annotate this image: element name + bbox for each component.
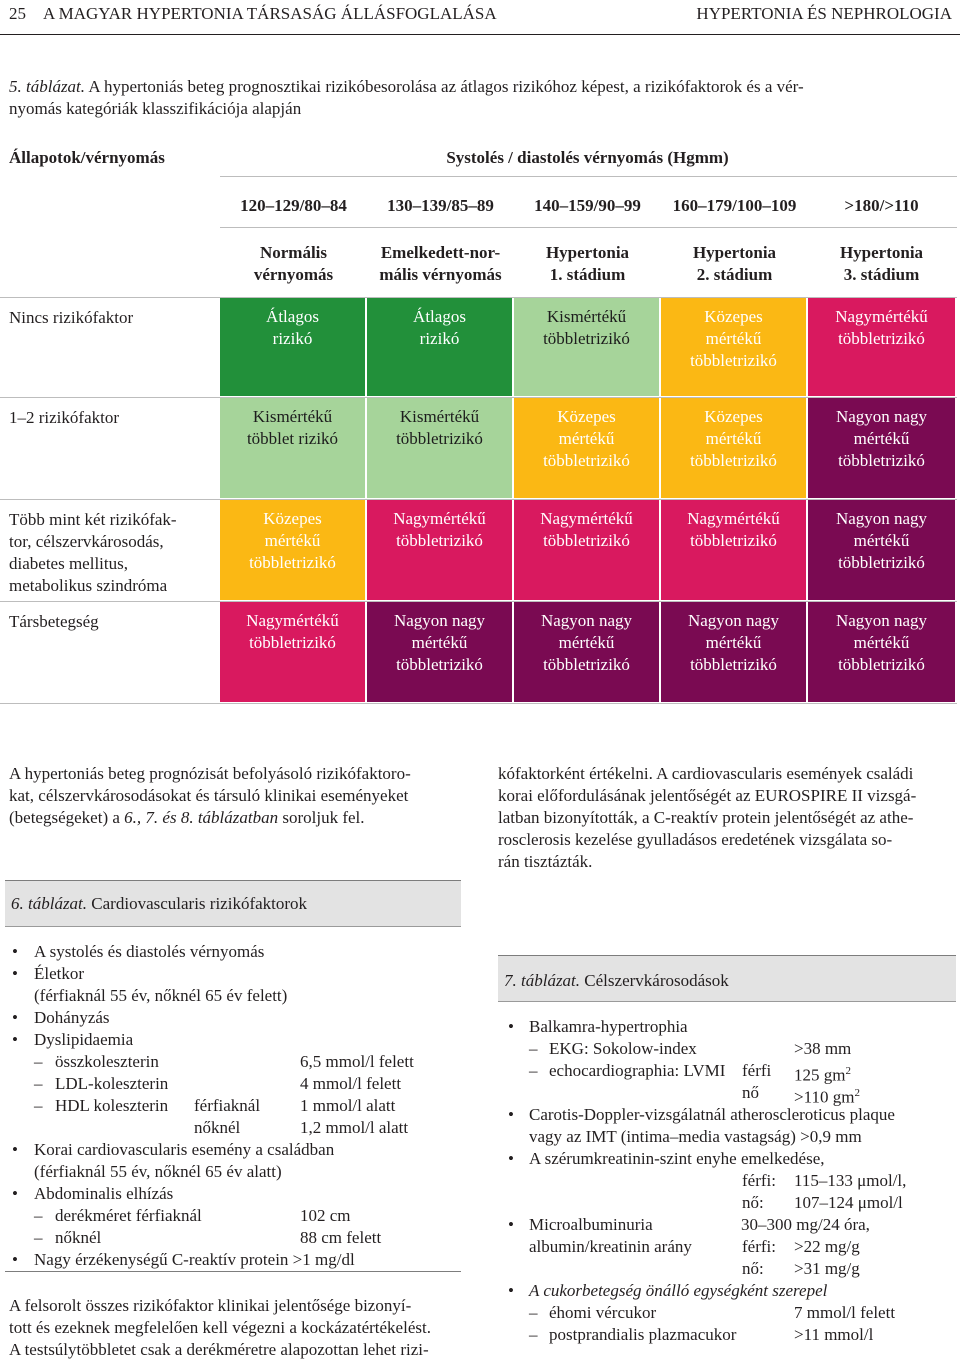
list-bullet: – xyxy=(529,1325,538,1344)
risk-cell-line: mértékű xyxy=(853,429,910,448)
range-header: >180/>110 xyxy=(844,196,919,215)
risk-cell-line: többletrizikó xyxy=(249,633,336,652)
list-text: derékméret férfiaknál xyxy=(55,1206,202,1225)
risk-cell-line: Átlagos xyxy=(266,307,319,326)
category-header xyxy=(661,242,808,286)
risk-cell-line: többletrizikó xyxy=(396,429,483,448)
list-text: Abdominalis elhízás xyxy=(34,1184,174,1203)
risk-cell xyxy=(220,500,365,600)
row-label-line: Több mint két rizikófak- xyxy=(9,510,177,529)
list-value: 88 cm felett xyxy=(300,1228,382,1247)
list-sublabel: férfi xyxy=(742,1061,772,1080)
risk-cell xyxy=(661,398,806,498)
risk-cell-line: többletrizikó xyxy=(690,655,777,674)
corner-header: Állapotok/vérnyomás xyxy=(9,148,165,167)
range-header: 160–179/100–109 xyxy=(672,196,797,215)
list-value: 125 $gm^2$ xyxy=(794,1065,851,1085)
risk-cell xyxy=(367,398,512,498)
list-sublabel: nő: xyxy=(742,1259,764,1278)
risk-cell xyxy=(220,298,365,396)
risk-cell-line: Nagyon nagy xyxy=(835,509,928,528)
list-sublabel: nő xyxy=(742,1083,759,1102)
category-header xyxy=(808,242,955,286)
risk-cell-line: Nagyon nagy xyxy=(835,611,928,630)
list-bullet: • xyxy=(12,942,18,961)
list-text: EKG: Sokolow-index xyxy=(549,1039,697,1058)
table6-box xyxy=(5,880,461,1272)
row-label xyxy=(9,611,209,633)
list-bullet: • xyxy=(12,1184,18,1203)
risk-cell xyxy=(220,398,365,498)
risk-cell-line: mértékű xyxy=(558,429,615,448)
list-sublabel: nő: xyxy=(742,1193,764,1212)
row-label xyxy=(9,307,209,329)
list-bullet: • xyxy=(12,964,18,983)
risk-cell-line: Nagymértékű xyxy=(835,307,928,326)
list-bullet: – xyxy=(34,1074,43,1093)
journal-title: A MAGYAR HYPERTONIA TÁRSASÁG ÁLLÁSFOGLALÁSA xyxy=(43,4,497,23)
risk-cell xyxy=(808,602,955,702)
list-value: 4 mmol/l felett xyxy=(300,1074,402,1093)
table5-label: 5. táblázat. xyxy=(9,77,86,96)
risk-cell-line: rizikó xyxy=(419,329,460,348)
list-text: albumin/kreatinin arány xyxy=(529,1237,692,1256)
list-text: Balkamra-hypertrophia xyxy=(529,1017,688,1036)
table7-caption xyxy=(498,956,956,1002)
risk-cell xyxy=(808,398,955,498)
risk-cell-line: mértékű xyxy=(411,633,468,652)
category-header xyxy=(514,242,661,286)
category-header xyxy=(220,242,367,286)
row-label-line: 1–2 rizikófaktor xyxy=(9,408,119,427)
risk-cell xyxy=(661,298,806,396)
text-line: A hypertoniás beteg prognózisát befolyásoló rizikófaktoro- xyxy=(9,764,411,783)
risk-cell-line: többletrizikó xyxy=(690,451,777,470)
text-line: korai előfordulásának jelentőségét az EUROSPIRE II vizsgá- xyxy=(498,786,917,805)
list-bullet: – xyxy=(529,1303,538,1322)
table7-label: 7. táblázat. xyxy=(504,971,581,990)
list-sublabel: férfi: xyxy=(742,1171,776,1190)
range-header: 130–139/85–89 xyxy=(387,196,494,215)
table6-label: 6. táblázat. xyxy=(11,894,88,913)
group-header: Systolés / diastolés vérnyomás (Hgmm) xyxy=(446,148,729,167)
table5-caption xyxy=(9,76,949,120)
list-value: 107–124 μmol/l xyxy=(794,1193,903,1212)
list-bullet: – xyxy=(34,1096,43,1115)
risk-cell-line: rizikó xyxy=(272,329,313,348)
row-label xyxy=(9,509,209,597)
risk-cell-line: mértékű xyxy=(853,633,910,652)
risk-cell-line: mértékű xyxy=(853,531,910,550)
list-text: összkoleszterin xyxy=(55,1052,159,1071)
risk-cell xyxy=(661,500,806,600)
risk-cell-line: Nagymértékű xyxy=(540,509,633,528)
range-header: 120–129/80–84 xyxy=(240,196,347,215)
category-line: 1. stádium xyxy=(549,265,626,284)
table-reference: 6., 7. és 8. táblázatban xyxy=(124,808,279,827)
risk-cell xyxy=(367,602,512,702)
risk-cell-line: Közepes xyxy=(557,407,616,426)
header-rule-2 xyxy=(220,227,957,228)
text-line: kat, célszervkárosodásokat és társuló klinikai eseményeket xyxy=(9,786,409,805)
table6-caption xyxy=(5,881,461,927)
category-line: vérnyomás xyxy=(253,265,334,284)
list-sublabel: nőknél xyxy=(194,1118,241,1137)
risk-cell-line: többletrizikó xyxy=(690,531,777,550)
list-bullet: • xyxy=(12,1008,18,1027)
category-line: Emelkedett-nor- xyxy=(380,243,501,262)
risk-cell xyxy=(367,298,512,396)
row-label-line: Társbetegség xyxy=(9,612,99,631)
list-value: 7 mmol/l felett xyxy=(794,1303,896,1322)
list-bullet: – xyxy=(34,1052,43,1071)
list-bullet: • xyxy=(508,1149,514,1168)
list-bullet: • xyxy=(508,1017,514,1036)
risk-cell-line: többletrizikó xyxy=(838,451,925,470)
list-text: Korai cardiovascularis esemény a családban xyxy=(34,1140,335,1159)
text-line: rán tisztázták. xyxy=(498,852,593,871)
list-value: >110 $gm^2$ xyxy=(794,1087,860,1107)
risk-cell-line: többletrizikó xyxy=(249,553,336,572)
risk-cell-line: mértékű xyxy=(705,633,762,652)
risk-cell-line: többletrizikó xyxy=(838,329,925,348)
list-bullet: – xyxy=(529,1039,538,1058)
running-header xyxy=(0,0,960,34)
list-text: (férfiaknál 55 év, nőknél 65 év felett) xyxy=(34,986,288,1005)
risk-cell-line: többletrizikó xyxy=(396,531,483,550)
risk-cell-line: többletrizikó xyxy=(543,655,630,674)
header-rule-1 xyxy=(220,176,957,177)
superscript: 2 xyxy=(845,1065,851,1077)
risk-cell-line: Közepes xyxy=(704,307,763,326)
risk-cell-line: Kismértékű xyxy=(399,407,480,426)
list-value: >31 mg/g xyxy=(794,1259,860,1278)
list-text: éhomi vércukor xyxy=(549,1303,657,1322)
table5-title-line1: A hypertoniás beteg prognosztikai rizikóbesorolása az átlagos rizikóhoz képest, a rizikófaktorok és a vér- xyxy=(85,77,804,96)
list-value: 102 cm xyxy=(300,1206,351,1225)
risk-cell xyxy=(514,398,659,498)
risk-cell-line: mértékű xyxy=(264,531,321,550)
list-bullet: – xyxy=(34,1206,43,1225)
risk-cell-line: Nagyon nagy xyxy=(540,611,633,630)
page-number: 25 xyxy=(9,4,26,23)
list-value: >22 mg/g xyxy=(794,1237,860,1256)
row-label xyxy=(9,407,209,429)
list-text: Dohányzás xyxy=(34,1008,110,1027)
risk-cell xyxy=(514,298,659,396)
risk-cell-line: többletrizikó xyxy=(690,351,777,370)
text-line: kófaktorként értékelni. A cardiovascularis események családi xyxy=(498,764,914,783)
risk-cell-line: mértékű xyxy=(705,429,762,448)
text-line: latban bizonyították, a C-reaktív protein jelentőségét az athe- xyxy=(498,808,914,827)
list-bullet: • xyxy=(12,1030,18,1049)
category-line: Hypertonia xyxy=(545,243,630,262)
text-line: A felsorolt összes rizikófaktor klinikai jelentősége bizonyí- xyxy=(9,1296,412,1315)
risk-cell-line: többletrizikó xyxy=(838,553,925,572)
risk-cell xyxy=(808,298,955,396)
risk-cell-line: többletrizikó xyxy=(543,531,630,550)
list-sublabel: férfiaknál xyxy=(194,1096,261,1115)
risk-cell xyxy=(808,500,955,600)
text-line: (betegségeket) a xyxy=(9,808,125,827)
row-label-line: tor, célszervkárosodás, xyxy=(9,532,164,551)
category-line: mális vérnyomás xyxy=(379,265,502,284)
body-text-left-2 xyxy=(9,1295,461,1361)
list-bullet: • xyxy=(12,1250,18,1269)
list-text: postprandialis plazmacukor xyxy=(549,1325,737,1344)
list-text: A szérumkreatinin-szint enyhe emelkedése, xyxy=(529,1149,825,1168)
list-bullet: • xyxy=(508,1281,514,1300)
table7-box xyxy=(498,955,956,1356)
category-header xyxy=(367,242,514,286)
risk-cell xyxy=(367,500,512,600)
table6-title: Cardiovascularis rizikófaktorok xyxy=(87,894,308,913)
row-rule xyxy=(0,703,957,704)
list-text: echocardiographia: LVMI xyxy=(549,1061,726,1080)
list-bullet: – xyxy=(529,1061,538,1080)
risk-cell-line: Nagymértékű xyxy=(393,509,486,528)
text-line: tott és ezeknek megfelelően kell végezni a kockázatértékelést. xyxy=(9,1318,431,1337)
list-value: >11 mmol/l xyxy=(794,1325,874,1344)
list-text: nőknél xyxy=(55,1228,102,1247)
list-text: vagy az IMT (intima–media vastagság) >0,9 mm xyxy=(529,1127,862,1146)
risk-cell xyxy=(220,602,365,702)
risk-cell-line: Közepes xyxy=(704,407,763,426)
list-bullet: • xyxy=(12,1140,18,1159)
row-label-line: metabolikus szindróma xyxy=(9,576,168,595)
risk-cell xyxy=(514,500,659,600)
list-value: 1,2 mmol/l alatt xyxy=(300,1118,409,1137)
risk-cell-line: Átlagos xyxy=(413,307,466,326)
category-line: Hypertonia xyxy=(692,243,777,262)
risk-cell-line: mértékű xyxy=(705,329,762,348)
range-header: 140–159/90–99 xyxy=(534,196,641,215)
list-sublabel: 30–300 mg/24 óra, xyxy=(741,1215,870,1234)
text-line: soroljuk fel. xyxy=(278,808,365,827)
risk-cell-line: többletrizikó xyxy=(396,655,483,674)
list-text: A systolés és diastolés vérnyomás xyxy=(34,942,265,961)
list-text: (férfiaknál 55 év, nőknél 65 év alatt) xyxy=(34,1162,282,1181)
body-text-right xyxy=(498,763,956,873)
body-text-left-1 xyxy=(9,763,461,829)
list-value: >38 mm xyxy=(794,1039,852,1058)
risk-cell-line: Kismértékű xyxy=(546,307,627,326)
list-bullet: – xyxy=(34,1228,43,1247)
list-text: HDL koleszterin xyxy=(55,1096,169,1115)
table7-title: Célszervkárosodások xyxy=(580,971,729,990)
list-value: 115–133 μmol/l, xyxy=(794,1171,907,1190)
category-line: 3. stádium xyxy=(843,265,920,284)
list-text: Életkor xyxy=(34,964,85,983)
row-label-line: Nincs rizikófaktor xyxy=(9,308,134,327)
text-line: A testsúlytöbbletet csak a derékméretre alapozottan lehet rizi- xyxy=(9,1340,429,1359)
list-text: Dyslipidaemia xyxy=(34,1030,134,1049)
row-label-line: diabetes mellitus, xyxy=(9,554,128,573)
risk-cell-line: többletrizikó xyxy=(838,655,925,674)
risk-cell xyxy=(514,602,659,702)
superscript: 2 xyxy=(854,1087,860,1099)
header-rule xyxy=(0,34,960,35)
category-line: Hypertonia xyxy=(839,243,924,262)
risk-cell-line: Nagyon nagy xyxy=(835,407,928,426)
risk-cell-line: Közepes xyxy=(263,509,322,528)
section-title: HYPERTONIA ÉS NEPHROLOGIA xyxy=(696,4,952,23)
risk-cell-line: Nagymértékű xyxy=(687,509,780,528)
risk-cell-line: Nagyon nagy xyxy=(687,611,780,630)
list-value: 1 mmol/l alatt xyxy=(300,1096,396,1115)
risk-cell-line: Nagyon nagy xyxy=(393,611,486,630)
text-line: rosclerosis kezelése gyulladásos eredetének vizsgálata so- xyxy=(498,830,893,849)
list-text: Carotis-Doppler-vizsgálatnál atheroscleroticus plaque xyxy=(529,1105,895,1124)
risk-cell-line: többletrizikó xyxy=(543,451,630,470)
risk-cell-line: többletrizikó xyxy=(543,329,630,348)
risk-cell xyxy=(661,602,806,702)
risk-cell-line: Kismértékű xyxy=(252,407,333,426)
table5-title-line2: nyomás kategóriák klasszifikációja alapján xyxy=(9,99,302,118)
risk-table xyxy=(0,140,960,705)
list-sublabel: férfi: xyxy=(742,1237,776,1256)
list-text: LDL-koleszterin xyxy=(55,1074,169,1093)
list-text: Nagy érzékenységű C-reaktív protein >1 mg/dl xyxy=(34,1250,355,1269)
risk-cell-line: többlet rizikó xyxy=(246,429,339,448)
list-bullet: • xyxy=(508,1215,514,1234)
risk-cell-line: mértékű xyxy=(558,633,615,652)
list-bullet: • xyxy=(508,1105,514,1124)
list-text: Microalbuminuria xyxy=(529,1215,653,1234)
list-value: 6,5 mmol/l felett xyxy=(300,1052,414,1071)
category-line: Normális xyxy=(259,243,328,262)
list-text: A cukorbetegség önálló egységként szerepel xyxy=(529,1281,828,1300)
risk-cell-line: Nagymértékű xyxy=(246,611,339,630)
category-line: 2. stádium xyxy=(696,265,773,284)
